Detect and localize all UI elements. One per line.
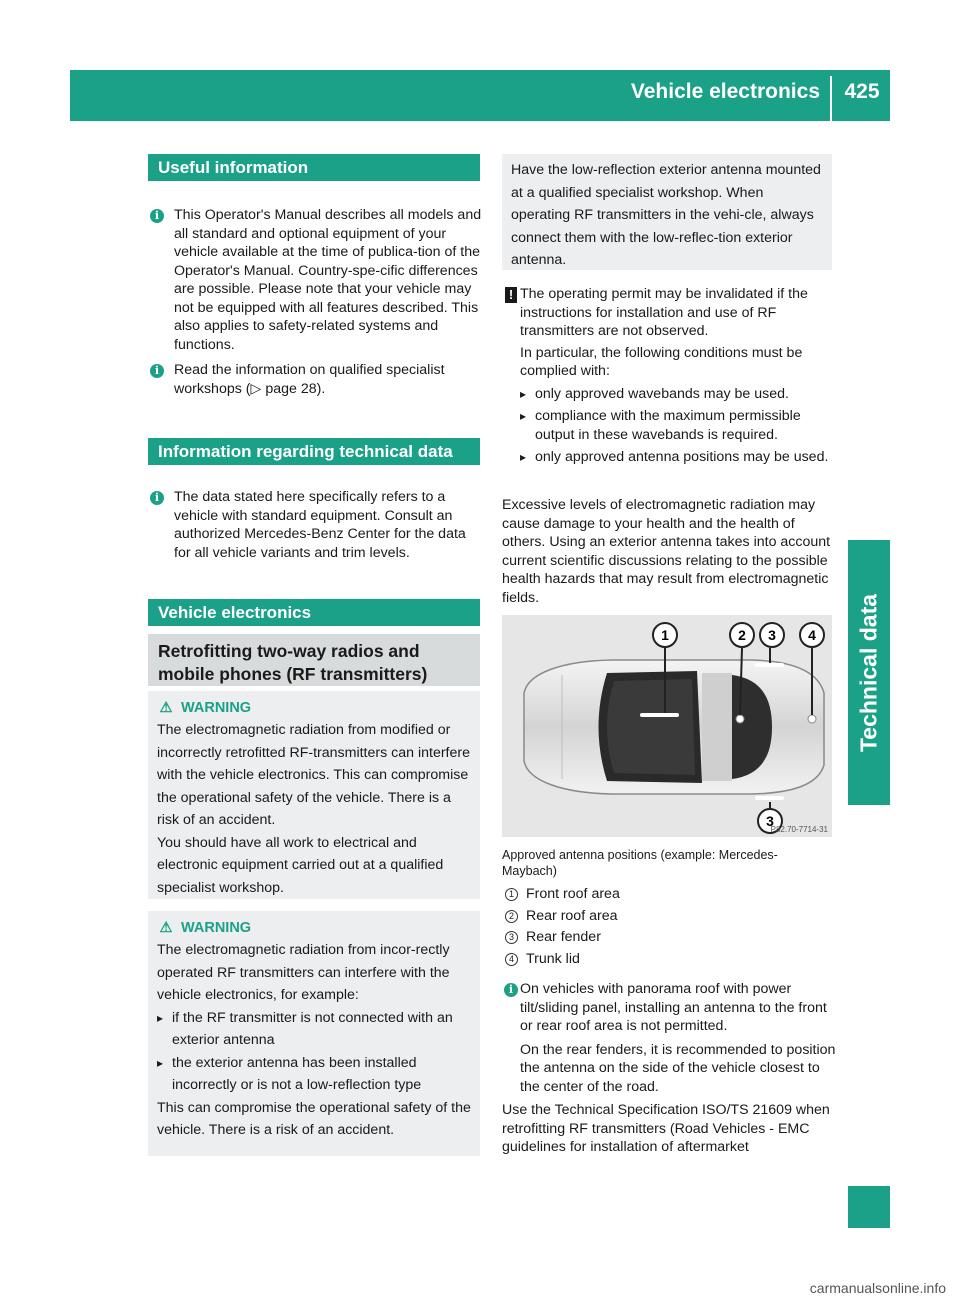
marker-2 — [730, 623, 754, 647]
warning-box-1 — [148, 691, 480, 899]
footer-watermark: carmanualsonline.info — [809, 1280, 946, 1296]
side-tab-label: Technical data — [855, 593, 882, 752]
warning-text: This can compromise the operational safety of the vehicle. There is a risk of an accident. — [157, 1099, 471, 1138]
header-title: Vehicle electronics — [630, 80, 820, 103]
retrofitting-heading: Retrofitting two-way radios and mobile phones (RF transmitters) — [148, 634, 480, 686]
vehicle-electronics-heading: Vehicle electronics — [148, 599, 480, 626]
list-item: ▸ compliance with the maximum permissible output in these wavebands is required. — [520, 407, 836, 444]
side-square — [848, 1186, 890, 1228]
figure-code: P82.70-7714-31 — [770, 825, 828, 834]
warning-label: WARNING — [181, 700, 252, 716]
marker-4 — [800, 623, 824, 647]
warning-triangle-icon: ⚠ — [159, 920, 173, 936]
useful-info-text-2: Read the information on qualified specialist workshops (▷ page 28). — [174, 362, 445, 397]
list-item: ▸ the exterior antenna has been installed incorrectly or is not a low-reflection type — [157, 1052, 471, 1097]
operating-permit-note — [520, 285, 836, 467]
info-icon: i — [150, 364, 164, 378]
note-text: On the rear fenders, it is recommended to position the antenna on the side of the vehicle closest to the center of the road. — [520, 1041, 836, 1095]
list-item: ▸ if the RF transmitter is not connected with an exterior antenna — [157, 1007, 471, 1052]
note-text: The operating permit may be invalidated if the instructions for installation and use of RF transmitters are not observed. — [520, 286, 808, 339]
note-text: On vehicles with panorama roof with power tilt/sliding panel, installing an antenna to the front or rear roof area is not permitted. — [520, 981, 827, 1034]
svg-text:4: 4 — [808, 627, 816, 643]
technical-data-text: The data stated here specifically refers to a vehicle with standard equipment. Consult an authorized Mercedes-Benz Center for the data for all vehicle variants and trim levels. — [174, 489, 466, 561]
list-item: ▸ only approved wavebands may be used. — [520, 385, 836, 404]
warning-triangle-icon: ⚠ — [159, 700, 173, 716]
warning-text: The electromagnetic radiation from modified or incorrectly retrofitted RF-transmitters can interfere with the vehicle electronics. This can compromise the operational safety of the vehicle. There is a risk of an accident. — [157, 722, 471, 828]
figure-caption: Approved antenna positions (example: Mercedes-Maybach) — [502, 848, 778, 878]
antenna-box: Have the low-reflection exterior antenna mounted at a qualified specialist workshop. When operating RF transmitters in the vehi-cle, always connect them with the low-reflec-tion exterior antenna. — [502, 154, 832, 270]
number-marker: 1 — [505, 888, 518, 901]
info-icon: i — [504, 983, 518, 997]
number-marker: 4 — [505, 953, 518, 966]
svg-text:3: 3 — [768, 627, 776, 643]
svg-text:1: 1 — [661, 627, 669, 643]
panorama-roof-note — [520, 980, 836, 1096]
info-icon: i — [150, 491, 164, 505]
marker-3-top — [760, 623, 784, 647]
list-item: 2 Rear roof area — [505, 907, 617, 925]
warning-text: The electromagnetic radiation from incor-rectly operated RF transmitters can interfere with the vehicle electronics, for example: — [157, 942, 450, 1003]
note-text: In particular, the following conditions must be complied with: — [520, 344, 803, 379]
number-marker: 2 — [505, 910, 518, 923]
car-top-view-illustration — [502, 615, 832, 837]
technical-data-heading: Information regarding technical data — [148, 438, 480, 465]
svg-text:3: 3 — [766, 813, 774, 829]
header-divider — [830, 76, 832, 121]
page-number: 425 — [844, 80, 880, 103]
warning-label: WARNING — [181, 920, 252, 936]
useful-info-text-1: This Operator's Manual describes all models and all standard and optional equipment of your vehicle available at the time of publica-tion of the Operator's Manual. Country-spe-cific differences are possible. Please note that your vehicle may not be equipped with all features described. This also applies to safety-related systems and functions. — [174, 207, 482, 353]
list-item: 1 Front roof area — [505, 885, 620, 903]
exclamation-icon: ! — [505, 287, 517, 303]
header-bar — [70, 70, 890, 121]
marker-1 — [653, 623, 677, 647]
list-item: 3 Rear fender — [505, 928, 601, 946]
list-item: ▸ only approved antenna positions may be used. — [520, 448, 836, 467]
warning-text: You should have all work to electrical and electronic equipment carried out at a qualified specialist workshop. — [157, 834, 444, 896]
list-item: 4 Trunk lid — [505, 950, 580, 968]
svg-text:2: 2 — [738, 627, 746, 643]
number-marker: 3 — [505, 931, 518, 944]
antenna-positions-figure — [502, 615, 832, 837]
warning-box-2 — [148, 911, 480, 1156]
side-tab — [848, 540, 890, 805]
iso-spec-text: Use the Technical Specification ISO/TS 21609 when retrofitting RF transmitters (Road Vehicles - EMC guidelines for installation of aftermarket — [502, 1102, 830, 1155]
info-icon: i — [150, 209, 164, 223]
excessive-radiation-text: Excessive levels of electromagnetic radiation may cause damage to your health and the health of others. Using an exterior antenna takes into account current scientific discussions relating to the possible health hazards that may result from electromagnetic fields. — [502, 497, 831, 606]
useful-info-heading: Useful information — [148, 154, 480, 181]
